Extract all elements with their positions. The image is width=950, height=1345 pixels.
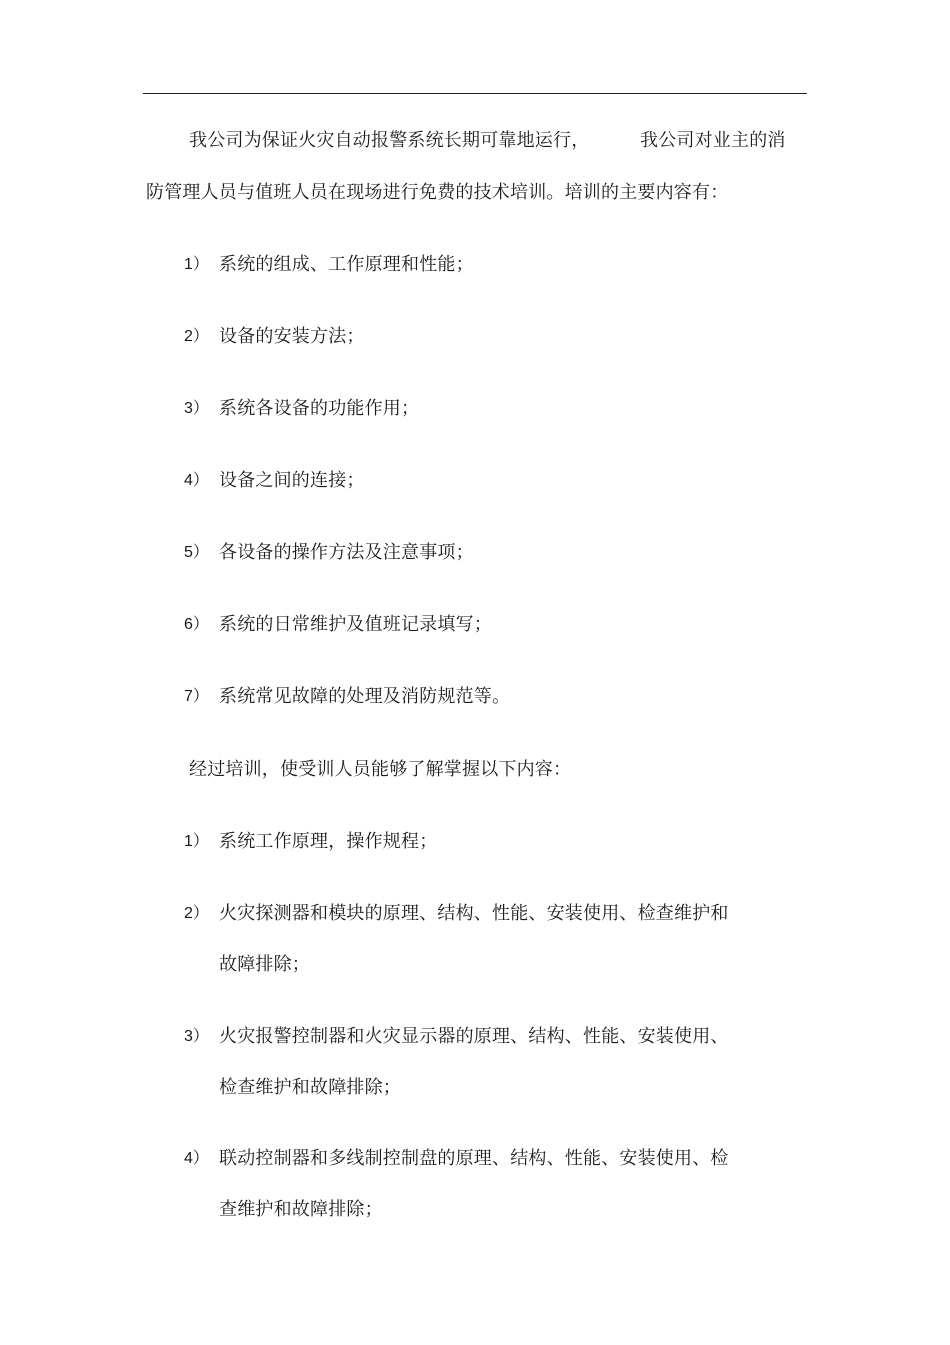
mastery-item-3-cont: 检查维护和故障排除； — [219, 1077, 401, 1098]
mastery-item-1: 系统工作原理，操作规程； — [219, 831, 438, 852]
training-item-3: 系统各设备的功能作用； — [219, 398, 420, 419]
training-item-7-num: 7） — [184, 688, 209, 705]
mastery-item-4-cont: 查维护和故障排除； — [219, 1199, 383, 1220]
intro-line-1a: 我公司为保证火灾自动报警系统长期可靠地运行， — [189, 130, 590, 151]
intro-line-1b: 我公司对业主的消 — [640, 130, 786, 151]
training-item-6: 系统的日常维护及值班记录填写； — [219, 614, 492, 635]
mastery-item-3: 火灾报警控制器和火灾显示器的原理、结构、性能、安装使用、 — [219, 1026, 729, 1047]
training-item-6-num: 6） — [184, 616, 209, 633]
training-item-1-num: 1） — [184, 256, 209, 273]
training-item-2: 设备的安装方法； — [219, 326, 365, 347]
training-item-4: 设备之间的连接； — [219, 470, 365, 491]
mastery-item-3-num: 3） — [184, 1028, 209, 1045]
header-rule — [143, 93, 807, 94]
training-item-7: 系统常见故障的处理及消防规范等。 — [219, 686, 511, 707]
mastery-item-2: 火灾探测器和模块的原理、结构、性能、安装使用、检查维护和 — [219, 903, 729, 924]
training-item-1: 系统的组成、工作原理和性能； — [219, 254, 474, 275]
training-item-2-num: 2） — [184, 328, 209, 345]
after-training-text: 经过培训，使受训人员能够了解掌握以下内容： — [189, 759, 572, 780]
intro-line-2: 防管理人员与值班人员在现场进行免费的技术培训。培训的主要内容有： — [146, 182, 729, 203]
mastery-item-4: 联动控制器和多线制控制盘的原理、结构、性能、安装使用、检 — [219, 1148, 729, 1169]
mastery-item-1-num: 1） — [184, 833, 209, 850]
mastery-item-4-num: 4） — [184, 1150, 209, 1167]
training-item-3-num: 3） — [184, 400, 209, 417]
training-item-4-num: 4） — [184, 472, 209, 489]
mastery-item-2-num: 2） — [184, 905, 209, 922]
mastery-item-2-cont: 故障排除； — [219, 954, 310, 975]
training-item-5-num: 5） — [184, 544, 209, 561]
training-item-5: 各设备的操作方法及注意事项； — [219, 542, 474, 563]
